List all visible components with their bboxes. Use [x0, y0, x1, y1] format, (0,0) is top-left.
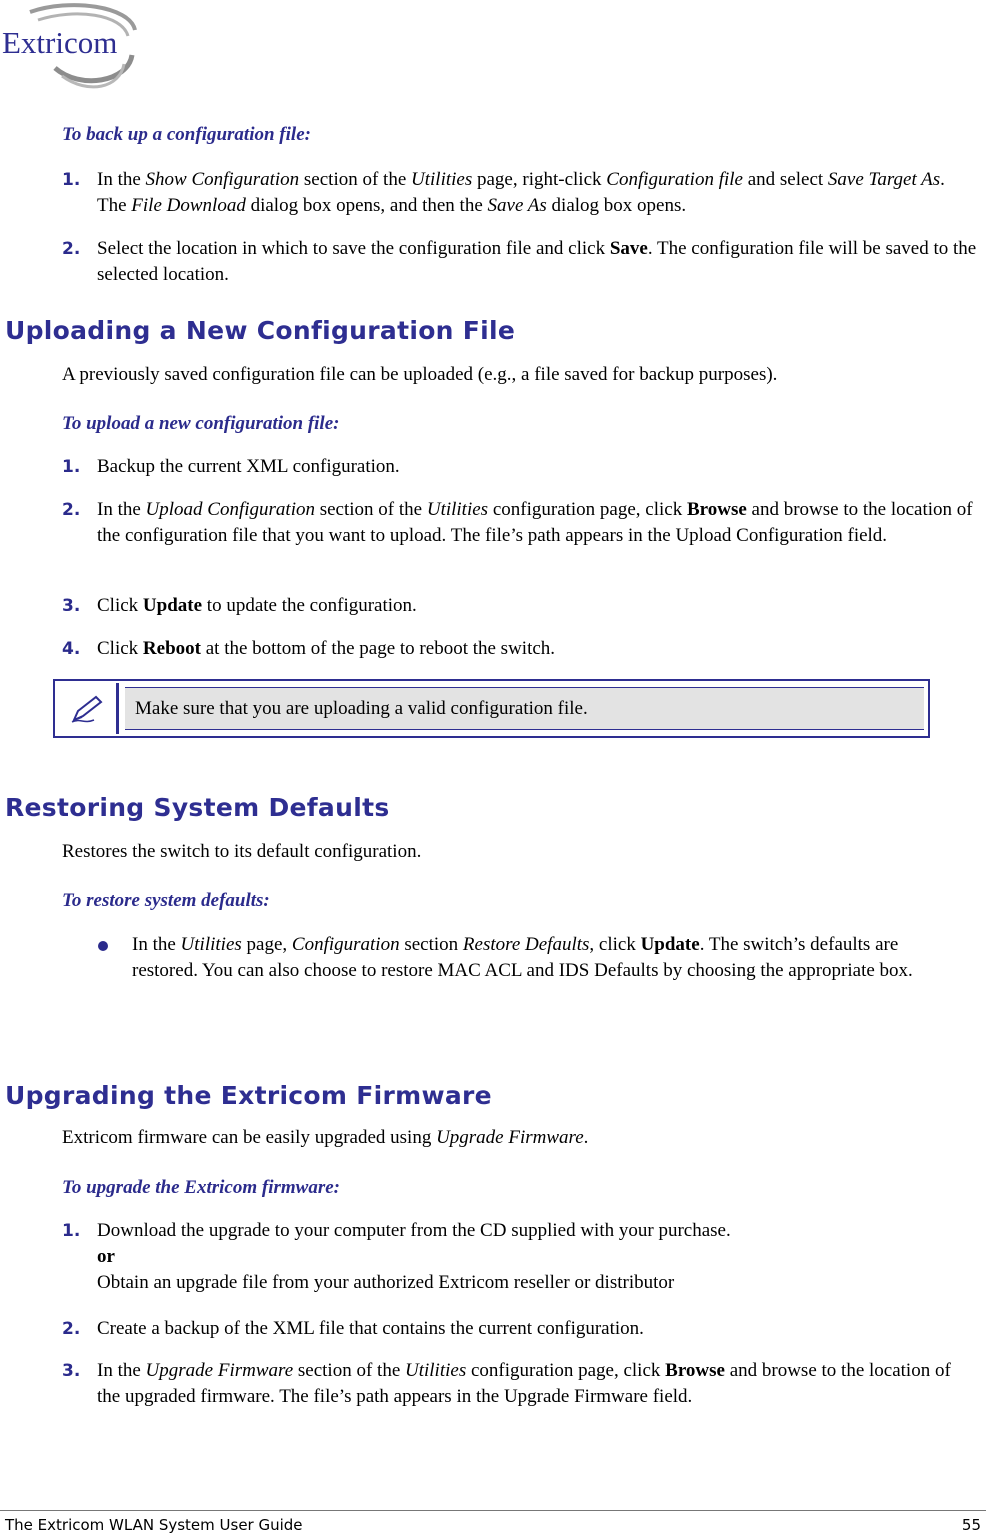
step-text: Download the upgrade to your computer from the CD supplied with your purchase. or Obtain an upgrade file from your authorized Extricom reseller or distributor — [97, 1220, 731, 1293]
step-text: In the Upload Configuration section of the Utilities configuration page, click Browse and browse to the location of the configuration file that you want to upload. The file’s path appears in the Upload Configuration field. — [97, 499, 973, 546]
step-text: Create a backup of the XML file that contains the current configuration. — [97, 1318, 644, 1339]
backup-step-1 — [62, 167, 977, 219]
upload-step-4 — [62, 636, 977, 662]
step-number: 1. — [62, 170, 81, 190]
footer-divider — [0, 1510, 986, 1511]
heading-uploading: Uploading a New Configuration File — [5, 316, 516, 345]
note-message: Make sure that you are uploading a valid configuration file. — [125, 687, 924, 730]
restore-bullet — [98, 932, 968, 984]
upload-step-3 — [62, 593, 977, 619]
heading-restoring: Restoring System Defaults — [5, 793, 390, 822]
step-number: 2. — [62, 500, 81, 520]
step-number: 4. — [62, 639, 81, 659]
footer-title: The Extricom WLAN System User Guide — [5, 1516, 303, 1534]
step-text: In the Upgrade Firmware section of the Utilities configuration page, click Browse and browse to the location of the upgraded firmware. The file’s path appears in the Upgrade Firmware field. — [97, 1360, 951, 1407]
svg-text:Extricom: Extricom — [2, 25, 118, 60]
step-number: 2. — [62, 1319, 81, 1339]
step-number: 2. — [62, 239, 81, 259]
heading-upgrading: Upgrading the Extricom Firmware — [5, 1081, 492, 1110]
upload-step-1 — [62, 454, 977, 480]
step-text: Select the location in which to save the configuration file and click Save. The configuration file will be saved to the selected location. — [97, 238, 977, 285]
step-text: Click Update to update the configuration. — [97, 595, 417, 616]
note-box — [53, 679, 930, 738]
bullet-icon — [98, 941, 108, 951]
upgrade-step-1 — [62, 1218, 977, 1296]
backup-step-2 — [62, 236, 977, 288]
backup-procedure-title: To back up a configuration file: — [62, 124, 311, 145]
page-number: 55 — [961, 1516, 981, 1534]
step-number: 1. — [62, 1221, 81, 1241]
restore-procedure-title: To restore system defaults: — [62, 890, 270, 911]
step-number: 3. — [62, 1361, 81, 1381]
step-number: 1. — [62, 457, 81, 477]
upgrade-procedure-title: To upgrade the Extricom firmware: — [62, 1177, 340, 1198]
upload-intro: A previously saved configuration file can be uploaded (e.g., a file saved for backup purposes). — [62, 364, 778, 385]
extricom-logo — [0, 0, 140, 95]
step-text: In the Show Configuration section of the Utilities page, right-click Configuration file and select Save Target As. The File Download dialog box opens, and then the Save As dialog box opens. — [97, 169, 945, 216]
step-text: Backup the current XML configuration. — [97, 456, 400, 477]
bullet-text: In the Utilities page, Configuration section Restore Defaults, click Update. The switch’s defaults are restored. You can also choose to restore MAC ACL and IDS Defaults by choosing the appropriate box. — [132, 934, 913, 981]
restore-intro: Restores the switch to its default configuration. — [62, 841, 422, 862]
swoosh-icon — [0, 0, 140, 95]
note-icon-cell — [57, 683, 119, 734]
upgrade-step-3 — [62, 1358, 977, 1410]
upload-procedure-title: To upload a new configuration file: — [62, 413, 340, 434]
upload-step-2 — [62, 497, 977, 549]
step-number: 3. — [62, 596, 81, 616]
step-text: Click Reboot at the bottom of the page to reboot the switch. — [97, 638, 556, 659]
upgrade-intro: Extricom firmware can be easily upgraded using Upgrade Firmware. — [62, 1127, 589, 1148]
upgrade-step-2 — [62, 1316, 977, 1342]
pencil-note-icon — [70, 694, 104, 724]
